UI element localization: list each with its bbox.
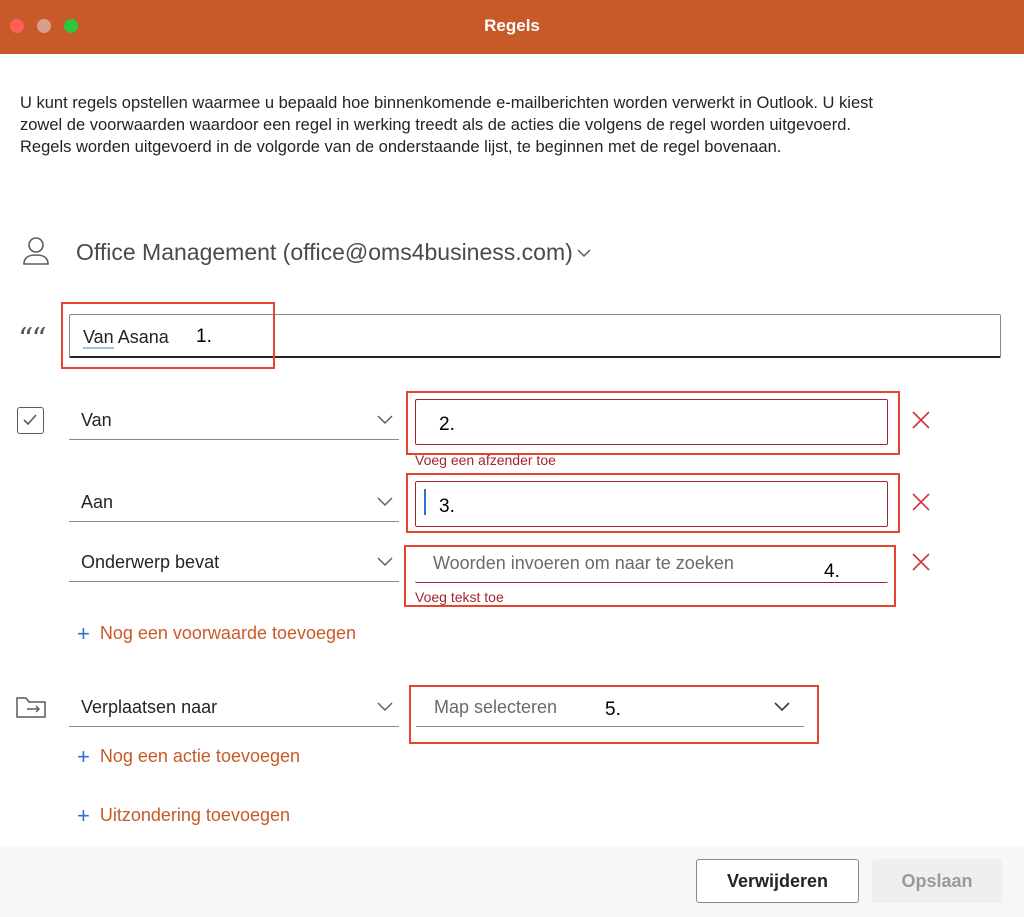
delete-button[interactable]: Verwijderen [696,859,859,903]
save-button[interactable]: Opslaan [872,859,1002,903]
chevron-down-icon [377,415,393,425]
chevron-down-icon [377,702,393,712]
title-bar [0,0,1024,54]
add-action-link[interactable] [77,743,301,769]
account-label: Office Management (office@oms4business.com) [76,239,573,265]
annotation-label-2: 2. [439,414,455,435]
add-action-label: Nog een actie toevoegen [99,746,301,766]
plus-icon: + [77,802,90,828]
condition-type-dropdown-from[interactable] [69,400,399,440]
add-exception-label: Uitzondering toevoegen [99,805,290,825]
subject-error-text: Voeg tekst toe [415,589,504,605]
add-condition-label: Nog een voorwaarde toevoegen [99,623,357,643]
intro-text: U kunt regels opstellen waarmee u bepaald hoe binnenkomende e-mailberichten worden verwerkt in Outlook. U kiest zowel de voorwaarden waardoor een regel in werking treedt als de acties die volgens de regel worden uitgevoerd. Regels worden uitgevoerd in de volgorde van de onderstaande lijst, te beginnen met de regel bovenaan. [20,94,873,156]
subject-keywords-placeholder: Woorden invoeren om naar te zoeken [433,553,734,573]
condition-type-label: Aan [81,492,114,512]
condition-type-label: Van [81,410,112,430]
plus-icon: + [77,620,90,646]
annotation-box-2 [406,391,900,455]
annotation-box-3 [406,473,900,533]
annotation-box-4 [404,545,896,607]
condition-type-label: Onderwerp bevat [81,552,220,572]
person-icon [22,236,50,266]
chevron-down-icon [377,497,393,507]
remove-condition-to-icon[interactable] [912,493,930,511]
folder-move-icon [15,694,47,720]
annotation-label-1: 1. [196,326,212,347]
condition-type-dropdown-subject[interactable] [69,542,399,582]
rule-name-value: Van Asana [83,327,169,347]
condition-type-dropdown-to[interactable] [69,482,399,522]
window-title: Regels [484,16,540,35]
dialog-footer [0,846,1024,917]
plus-icon: + [77,743,90,769]
quote-icon: ““ [18,322,45,357]
folder-select-placeholder: Map selecteren [434,697,558,717]
annotation-box-1 [61,302,275,369]
checkbox-icon [17,407,44,434]
action-type-dropdown[interactable] [69,687,399,727]
annotation-label-5: 5. [605,699,621,720]
chevron-down-icon [377,557,393,567]
annotation-label-4: 4. [824,561,840,582]
account-selector[interactable] [76,239,591,266]
add-condition-link[interactable] [77,620,357,646]
annotation-label-3: 3. [439,496,455,517]
remove-condition-subject-icon[interactable] [912,553,930,571]
chevron-down-icon [577,248,591,258]
remove-condition-from-icon[interactable] [912,411,930,429]
add-exception-link[interactable] [77,802,290,828]
sender-error-text: Voeg een afzender toe [415,452,556,468]
action-type-label: Verplaatsen naar [81,697,218,717]
